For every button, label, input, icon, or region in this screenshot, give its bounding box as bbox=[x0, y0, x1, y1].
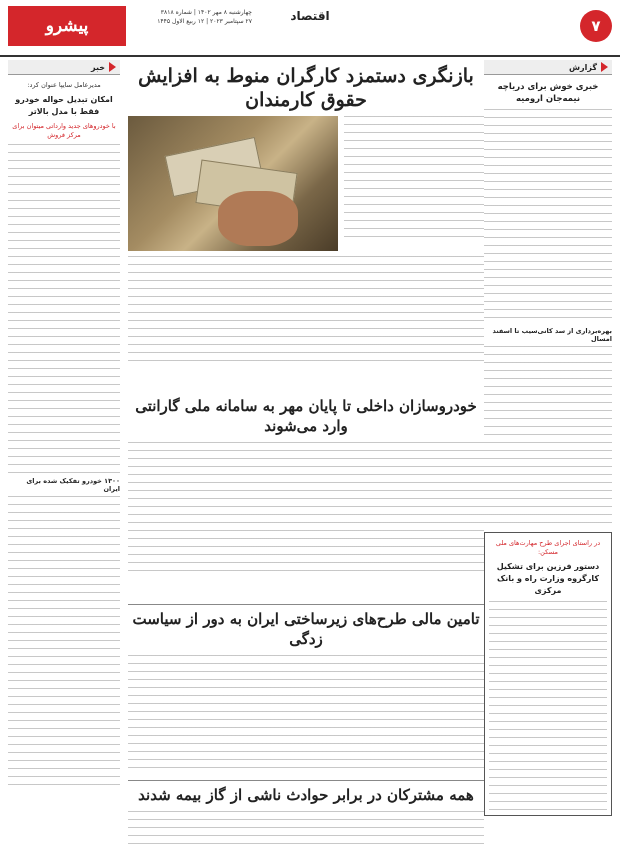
warranty-body bbox=[128, 442, 484, 572]
housing-kicker: در راستای اجرای طرح مهارت‌های ملی مسکن: bbox=[495, 539, 601, 556]
housing-title: دستور فرزین برای تشکیل کارگروه وزارت راه و بانک مرکزی bbox=[496, 562, 600, 595]
news-subheadline: ۱۳۰۰ خودرو تفکیک شده برای ایران bbox=[26, 477, 120, 493]
section-title: اقتصاد bbox=[290, 9, 330, 23]
gas-insurance-article bbox=[128, 776, 484, 847]
hand-shape bbox=[218, 191, 298, 246]
main-column bbox=[128, 60, 484, 830]
report-body-2 bbox=[484, 346, 612, 526]
housing-news-box bbox=[484, 532, 612, 816]
headline-wages: بازنگری دستمزد کارگران منوط به افزایش حقوق کارمندان bbox=[138, 65, 474, 111]
gas-insurance-body bbox=[128, 811, 484, 847]
report-title: خبری خوش برای دریاچه نیمه‌جان ارومیه bbox=[497, 82, 599, 104]
issue-date bbox=[132, 8, 252, 26]
wages-article-body-2 bbox=[128, 256, 484, 366]
arrow-icon bbox=[601, 62, 608, 72]
news-kicker: مدیرعامل سایپا عنوان کرد: bbox=[27, 81, 101, 89]
headline-infrastructure: تامین مالی طرح‌های زیرساختی ایران به دور از سیاست زدگی bbox=[132, 610, 480, 648]
news-red-note: با خودروهای جدید وارداتی میتوان برای مرکز فروش bbox=[12, 122, 116, 139]
news-body bbox=[8, 144, 120, 474]
warranty-article bbox=[128, 396, 484, 572]
wages-article-body bbox=[344, 116, 484, 241]
infrastructure-body bbox=[128, 655, 484, 775]
report-subheadline: بهره‌برداری از سد کانی‌سیب تا اسفند امسال bbox=[492, 327, 612, 343]
date-line-1: چهارشنبه ۸ مهر ۱۴۰۲ | شماره ۳۸۱۸ bbox=[160, 9, 252, 16]
newspaper-logo: پیشرو bbox=[8, 6, 126, 46]
page-number: ۷ bbox=[580, 10, 612, 42]
right-column bbox=[484, 60, 612, 830]
left-column bbox=[8, 60, 120, 830]
report-tag-label: گزارش bbox=[568, 62, 597, 72]
arrow-icon bbox=[109, 62, 116, 72]
news-tag bbox=[8, 60, 120, 75]
cash-photo bbox=[128, 116, 338, 251]
date-line-2: ۲۷ سپتامبر ۲۰۲۳ | ۱۲ ربیع الاول ۱۴۴۵ bbox=[157, 18, 252, 25]
page-header bbox=[0, 0, 620, 57]
headline-gas-insurance: همه مشترکان در برابر حوادث ناشی از گاز بیمه شدند bbox=[138, 786, 474, 804]
news-title: امکان تبدیل حواله خودرو فقط با مدل بالاتر bbox=[15, 95, 113, 116]
report-body bbox=[484, 109, 612, 324]
headline-warranty: خودروسازان داخلی تا پایان مهر به سامانه ملی گارانتی وارد می‌شوند bbox=[135, 397, 477, 435]
report-tag bbox=[484, 60, 612, 75]
infrastructure-article bbox=[128, 600, 484, 775]
news-body-2 bbox=[8, 496, 120, 786]
news-tag-label: خبر bbox=[90, 62, 105, 72]
housing-body bbox=[489, 601, 607, 811]
